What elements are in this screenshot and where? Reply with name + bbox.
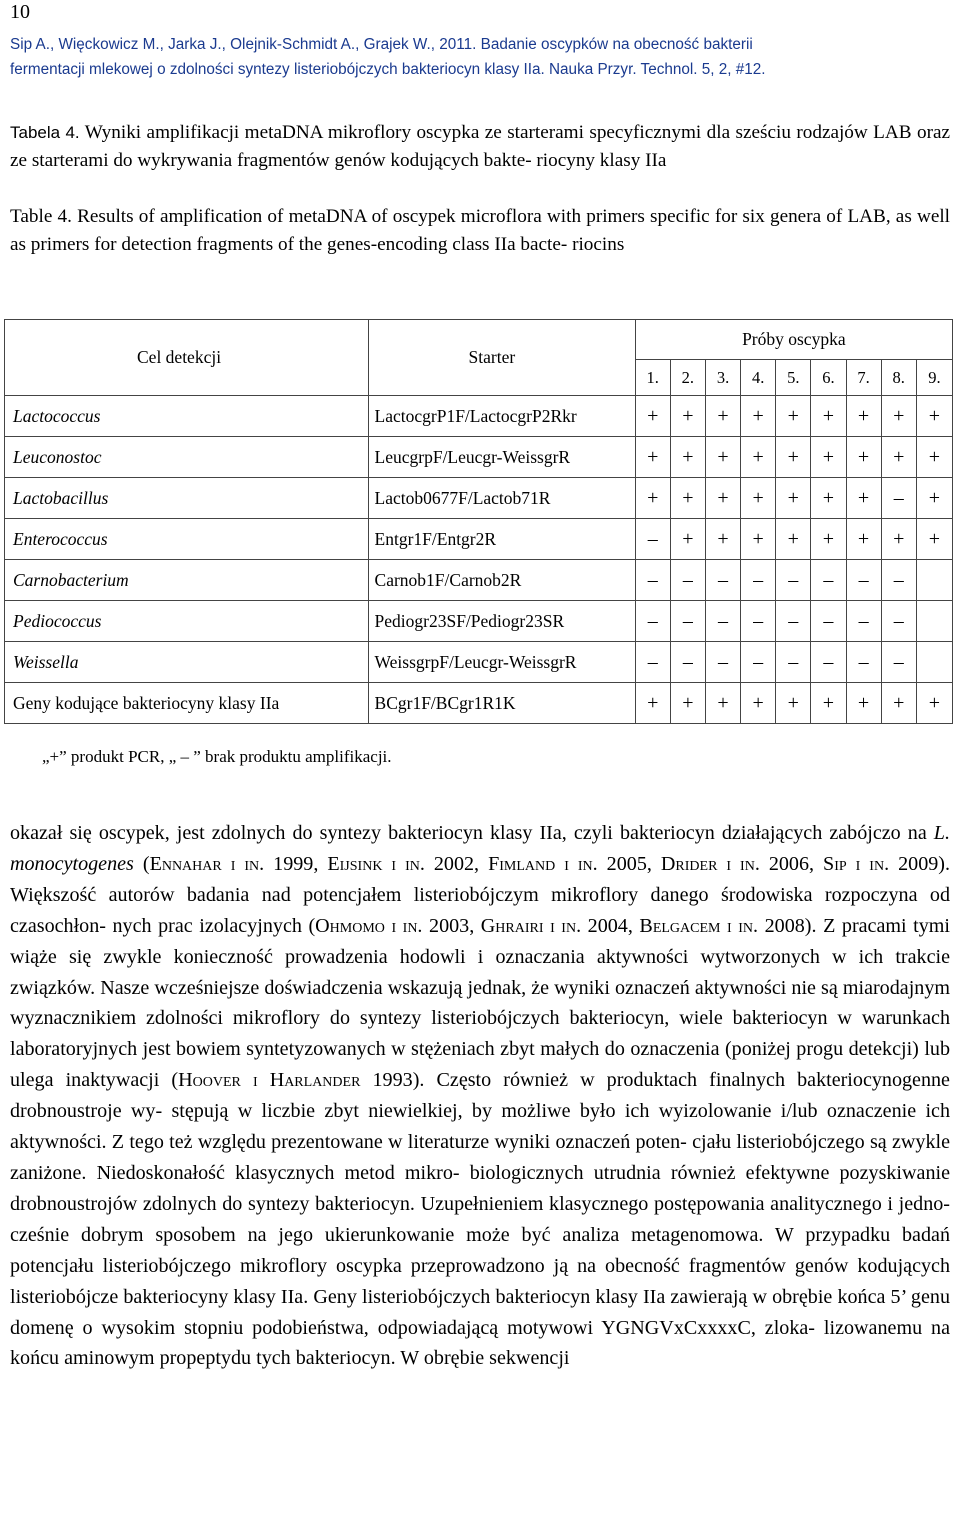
result-cell: +: [776, 478, 811, 519]
result-cell: –: [881, 642, 916, 683]
sample-number: 7.: [846, 360, 881, 396]
table-row: [5, 601, 953, 642]
table-row: [5, 642, 953, 683]
result-cell: +: [670, 437, 705, 478]
body-text-segment: 2005,: [597, 852, 661, 875]
reference-author: Belgacem i in.: [639, 914, 759, 937]
result-cell: +: [881, 437, 916, 478]
organism-cell: Lactobacillus: [5, 478, 369, 519]
result-cell: +: [741, 478, 776, 519]
result-cell: +: [670, 478, 705, 519]
sample-number: 2.: [670, 360, 705, 396]
sample-number: 9.: [916, 360, 952, 396]
reference-author: Drider i in.: [660, 852, 760, 875]
reference-author: Ennahar i in.: [149, 852, 265, 875]
result-cell: +: [705, 437, 740, 478]
result-cell: +: [741, 437, 776, 478]
table-row: [5, 396, 953, 437]
organism-cell: Lactococcus: [5, 396, 369, 437]
result-cell: –: [705, 560, 740, 601]
result-cell: –: [776, 642, 811, 683]
body-text-segment: 2006,: [759, 852, 824, 875]
table-row: [5, 519, 953, 560]
result-cell: +: [705, 519, 740, 560]
table-row: [5, 437, 953, 478]
table-row: [5, 560, 953, 601]
result-cell: –: [670, 560, 705, 601]
citation-line-1: Sip A., Więckowicz M., Jarka J., Olejnik-Schmidt A., Grajek W., 2011. Badanie oscypków na obecność bakterii: [10, 36, 753, 53]
result-cell: +: [916, 437, 952, 478]
citation-header: [10, 32, 950, 82]
result-cell: +: [635, 437, 670, 478]
result-cell: +: [776, 396, 811, 437]
result-cell: +: [741, 396, 776, 437]
result-cell: –: [846, 560, 881, 601]
caption-text: Wyniki amplifikacji metaDNA mikroflory oscypka ze starterami specyficznymi dla sześciu rodzajów LAB oraz ze starterami do wykrywania fragmentów genów kodujących bakte- riocyny klasy IIa: [10, 122, 951, 171]
result-cell: +: [670, 396, 705, 437]
result-cell: [916, 560, 952, 601]
result-cell: –: [881, 560, 916, 601]
result-cell: +: [811, 396, 846, 437]
result-cell: +: [705, 478, 740, 519]
results-table: [4, 319, 953, 724]
organism-cell: Leuconostoc: [5, 437, 369, 478]
sample-number: 6.: [811, 360, 846, 396]
starter-cell: WeissgrpF/Leucgr-WeissgrR: [368, 642, 635, 683]
result-cell: +: [705, 683, 740, 724]
reference-author: Hoover i Harlander: [178, 1069, 361, 1092]
starter-cell: Carnob1F/Carnob2R: [368, 560, 635, 601]
result-cell: +: [741, 683, 776, 724]
starter-cell: LeucgrpF/Leucgr-WeissgrR: [368, 437, 635, 478]
sample-number: 5.: [776, 360, 811, 396]
result-cell: +: [635, 396, 670, 437]
table-caption-polish: [10, 119, 950, 175]
result-cell: +: [916, 519, 952, 560]
result-cell: +: [881, 396, 916, 437]
sample-number: 8.: [881, 360, 916, 396]
organism-cell: Geny kodujące bakteriocyny klasy IIa: [5, 683, 369, 724]
organism-cell: Weissella: [5, 642, 369, 683]
table-row: [5, 478, 953, 519]
result-cell: –: [881, 478, 916, 519]
result-cell: +: [846, 437, 881, 478]
body-text-segment: (: [133, 852, 150, 875]
sample-number: 4.: [741, 360, 776, 396]
result-cell: +: [916, 478, 952, 519]
result-cell: –: [635, 519, 670, 560]
result-cell: –: [670, 642, 705, 683]
result-cell: +: [846, 478, 881, 519]
body-text-segment: 2003,: [422, 914, 481, 937]
result-cell: [916, 642, 952, 683]
table-caption-english: [10, 203, 950, 259]
citation-line-2: fermentacji mlekowej o zdolności syntezy listeriobójczych bakteriocyn klasy IIa. Nauka Przyr. Technol. 5, 2, #12.: [10, 61, 766, 78]
reference-author: Eijsink i in.: [327, 852, 425, 875]
caption-label: Tabela 4.: [10, 123, 80, 142]
sample-number: 3.: [705, 360, 740, 396]
starter-cell: Entgr1F/Entgr2R: [368, 519, 635, 560]
reference-author: Fimland i in.: [488, 852, 598, 875]
header-starter: Starter: [368, 320, 635, 396]
body-paragraph: [10, 818, 950, 1374]
reference-author: Ohmomo i in.: [315, 914, 423, 937]
starter-cell: LactocgrP1F/LactocgrP2Rkr: [368, 396, 635, 437]
result-cell: –: [881, 601, 916, 642]
header-detection: Cel detekcji: [5, 320, 369, 396]
result-cell: +: [881, 683, 916, 724]
header-samples: Próby oscypka: [635, 320, 952, 360]
species-name: L. monocytogenes: [10, 822, 950, 875]
body-text-segment: 2008). Z pracami tymi wiąże się zwykle konieczność prowadzenia hodowli i oznaczania aktywności wytworzonych w ich trakcie związków. Nasze wcześniejsze doświadczenia wskazują jednak, że wyniki oznaczeń aktywności nie są miarodajnym wyznacznikiem zdolności mikroflory do syntezy listeriobójczych bakteriocyn, wiele bakteriocyn w warunkach laboratoryjnych jest bowiem syntetyzowanych w stężeniach zbyt małych do oznaczenia (poniżej progu detekcji) lub ulega inaktywacji (: [10, 914, 950, 1092]
table-row: [5, 683, 953, 724]
result-cell: –: [811, 642, 846, 683]
result-cell: +: [705, 396, 740, 437]
result-cell: +: [846, 519, 881, 560]
result-cell: –: [811, 601, 846, 642]
result-cell: –: [741, 601, 776, 642]
result-cell: +: [635, 683, 670, 724]
page-number: 10: [10, 1, 30, 23]
result-cell: –: [635, 642, 670, 683]
result-cell: –: [811, 560, 846, 601]
organism-cell: Pediococcus: [5, 601, 369, 642]
starter-cell: Pediogr23SF/Pediogr23SR: [368, 601, 635, 642]
result-cell: +: [881, 519, 916, 560]
body-text-segment: 1993). Często również w produktach finalnych bakteriocynogenne drobnoustroje wy- stępują w liczbie zbyt niewielkiej, by możliwe było ich wyizolowanie i/lub oznaczenie ich aktywności. Z tego też względu prezentowane w literaturze wyniki oznaczeń poten- cjału listeriobójczego są zwykle zaniżone. Niedoskonałość klasycznych metod mikro- biologicznych utrudnia również efektywne pozyskiwanie drobnoustrojów zdolnych do syntezy bakteriocyn. Uzupełnieniem klasycznego postępowania analitycznego i jedno- cześnie dobrym sposobem na jego ukierunkowanie może być analiza metagenomowa. W przypadku badań potencjału listeriobójczego mikroflory oscypka przeprowadzono ją na obecność fragmentów genów kodujących listeriobójcze bakteriocyny klasy IIa. Geny listeriobójczych bakteriocyn klasy IIa zawierają w obrębie końca 5’ genu domenę o wysokim stopniu podobieństwa, odpowiadającą motywowi YGNGVxCxxxxC, zloka- lizowanemu na końcu aminowym propeptydu tych bakteriocyn. W obrębie sekwencji: [10, 1069, 950, 1370]
body-text-segment: 2009). Większość autorów badania nad potencjałem listeriobójczym mikroflory danego środowiska rozpoczyna od czasochłon- nych prac izolacyjnych (: [10, 852, 951, 937]
result-cell: +: [811, 683, 846, 724]
body-text-segment: 2002,: [424, 852, 489, 875]
result-cell: +: [670, 683, 705, 724]
table-legend: „+” produkt PCR, „ – ” brak produktu amplifikacji.: [42, 747, 392, 766]
result-cell: –: [741, 642, 776, 683]
result-cell: +: [846, 396, 881, 437]
result-cell: –: [670, 601, 705, 642]
result-cell: +: [776, 683, 811, 724]
result-cell: +: [811, 519, 846, 560]
result-cell: –: [705, 642, 740, 683]
body-text-segment: okazał się oscypek, jest zdolnych do syntezy bakteriocyn klasy IIa, czyli bakteriocyn działających zabójczo na: [10, 822, 934, 844]
result-cell: –: [776, 560, 811, 601]
sample-number: 1.: [635, 360, 670, 396]
result-cell: +: [776, 519, 811, 560]
result-cell: [916, 601, 952, 642]
starter-cell: BCgr1F/BCgr1R1K: [368, 683, 635, 724]
result-cell: –: [635, 601, 670, 642]
result-cell: –: [741, 560, 776, 601]
result-cell: +: [776, 437, 811, 478]
result-cell: –: [776, 601, 811, 642]
organism-cell: Enterococcus: [5, 519, 369, 560]
result-cell: +: [916, 396, 952, 437]
body-text-segment: 1999,: [264, 852, 328, 875]
body-text-segment: 2004,: [581, 914, 640, 937]
result-cell: +: [846, 683, 881, 724]
starter-cell: Lactob0677F/Lactob71R: [368, 478, 635, 519]
result-cell: +: [811, 478, 846, 519]
caption-text: Results of amplification of metaDNA of oscypek microflora with primers specific for six genera of LAB, as well as primers for detection fragments of the genes-encoding class IIa bacte- riocins: [10, 206, 950, 255]
result-cell: –: [705, 601, 740, 642]
result-cell: +: [670, 519, 705, 560]
reference-author: Ghrairi i in.: [480, 914, 582, 937]
result-cell: –: [846, 642, 881, 683]
organism-cell: Carnobacterium: [5, 560, 369, 601]
result-cell: +: [741, 519, 776, 560]
result-cell: +: [635, 478, 670, 519]
result-cell: –: [635, 560, 670, 601]
result-cell: +: [811, 437, 846, 478]
reference-author: Sip i in.: [823, 852, 890, 875]
caption-label: Table 4.: [10, 206, 72, 227]
result-cell: –: [846, 601, 881, 642]
result-cell: +: [916, 683, 952, 724]
